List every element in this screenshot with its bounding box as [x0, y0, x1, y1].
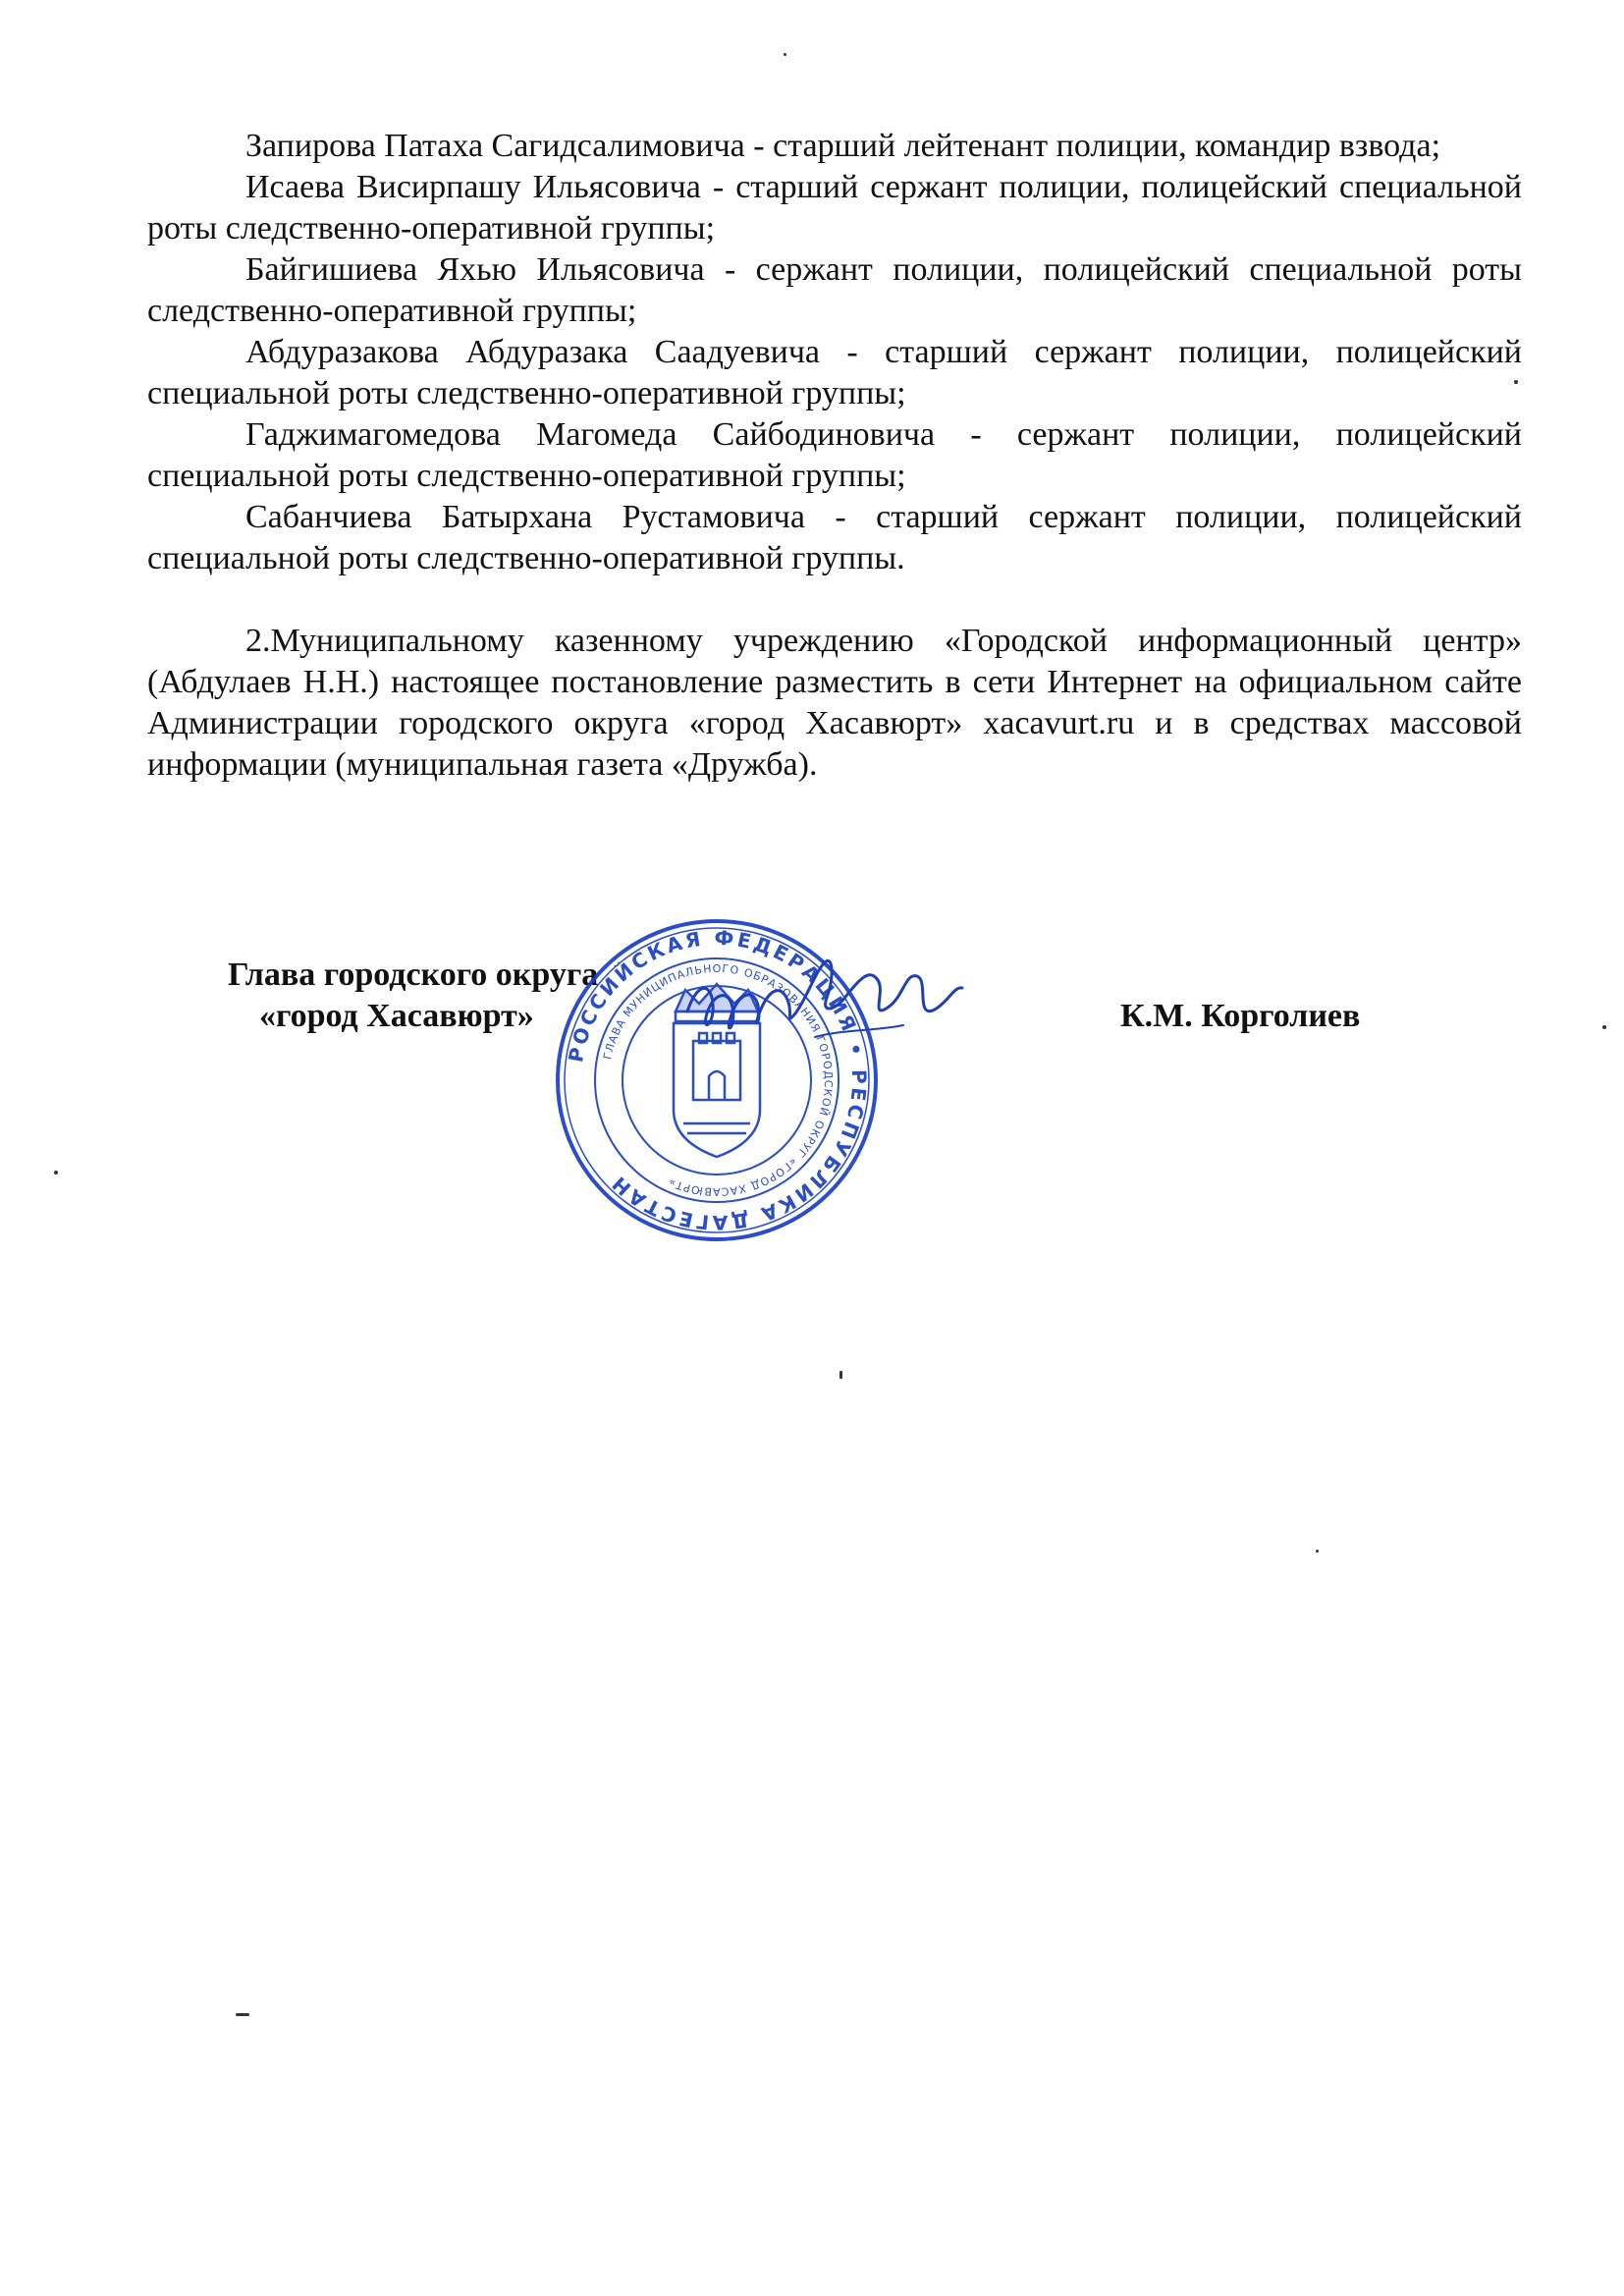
- scan-speck: [236, 2013, 249, 2016]
- scan-speck: [1316, 1550, 1319, 1553]
- seal-inner-text: ГЛАВА МУНИЦИПАЛЬНОГО ОБРАЗОВАНИЯ ГОРОДСКОЙ ОКРУГ «ГОРОД ХАСАВЮРТ»: [601, 961, 836, 1199]
- paragraph-baygishiev: Байгишиева Яхью Ильясовича - сержант полиции, полицейский специальной роты следственно-оперативной группы;: [147, 251, 1522, 329]
- document-body: [147, 126, 1522, 786]
- signatory-name: К.М. Корголиев: [1120, 998, 1361, 1034]
- scan-speck: [1514, 380, 1518, 384]
- signatory-title-line-1: Глава городского округа: [228, 957, 599, 993]
- paragraph-sabanchiev: Сабанчиева Батырхана Рустамовича - старший сержант полиции, полицейский специальной роты следственно-оперативной группы.: [147, 499, 1522, 576]
- scan-speck: [54, 1171, 58, 1175]
- signatory-title-line-2: «город Хасавюрт»: [259, 998, 534, 1034]
- paragraph-abdurazakov: Абдуразакова Абдуразака Саадуевича - старший сержант полиции, полицейский специальной роты следственно-оперативной группы;: [147, 334, 1522, 411]
- paragraph-gadzhimagomedov: Гаджимагомедова Магомеда Сайбодиновича - сержант полиции, полицейский специальной роты следственно-оперативной группы;: [147, 416, 1522, 494]
- paragraph-item-2: 2.Муниципальному казенному учреждению «Городской информационный центр» (Абдулаев Н.Н.) настоящее постановление разместить в сети Интернет на официальном сайте Администрации городского округа «город Хасавюрт» xacavurt.ru и в средствах массовой информации (муниципальная газета «Дружба).: [147, 623, 1522, 783]
- seal-outer-text: РОССИЙСКАЯ ФЕДЕРАЦИЯ • РЕСПУБЛИКА ДАГЕСТАН: [564, 925, 872, 1235]
- paragraph-zapirov: Запирова Патаха Сагидсалимовича - старший лейтенант полиции, командир взвода;: [245, 128, 1441, 164]
- paragraph-isaev: Исаева Висирпашу Ильясовича - старший сержант полиции, полицейский специальной роты следственно-оперативной группы;: [147, 169, 1522, 246]
- scan-speck: [784, 53, 786, 56]
- scan-speck: [839, 1371, 842, 1379]
- scan-speck: [1602, 1025, 1606, 1029]
- handwritten-signature: [677, 943, 972, 1061]
